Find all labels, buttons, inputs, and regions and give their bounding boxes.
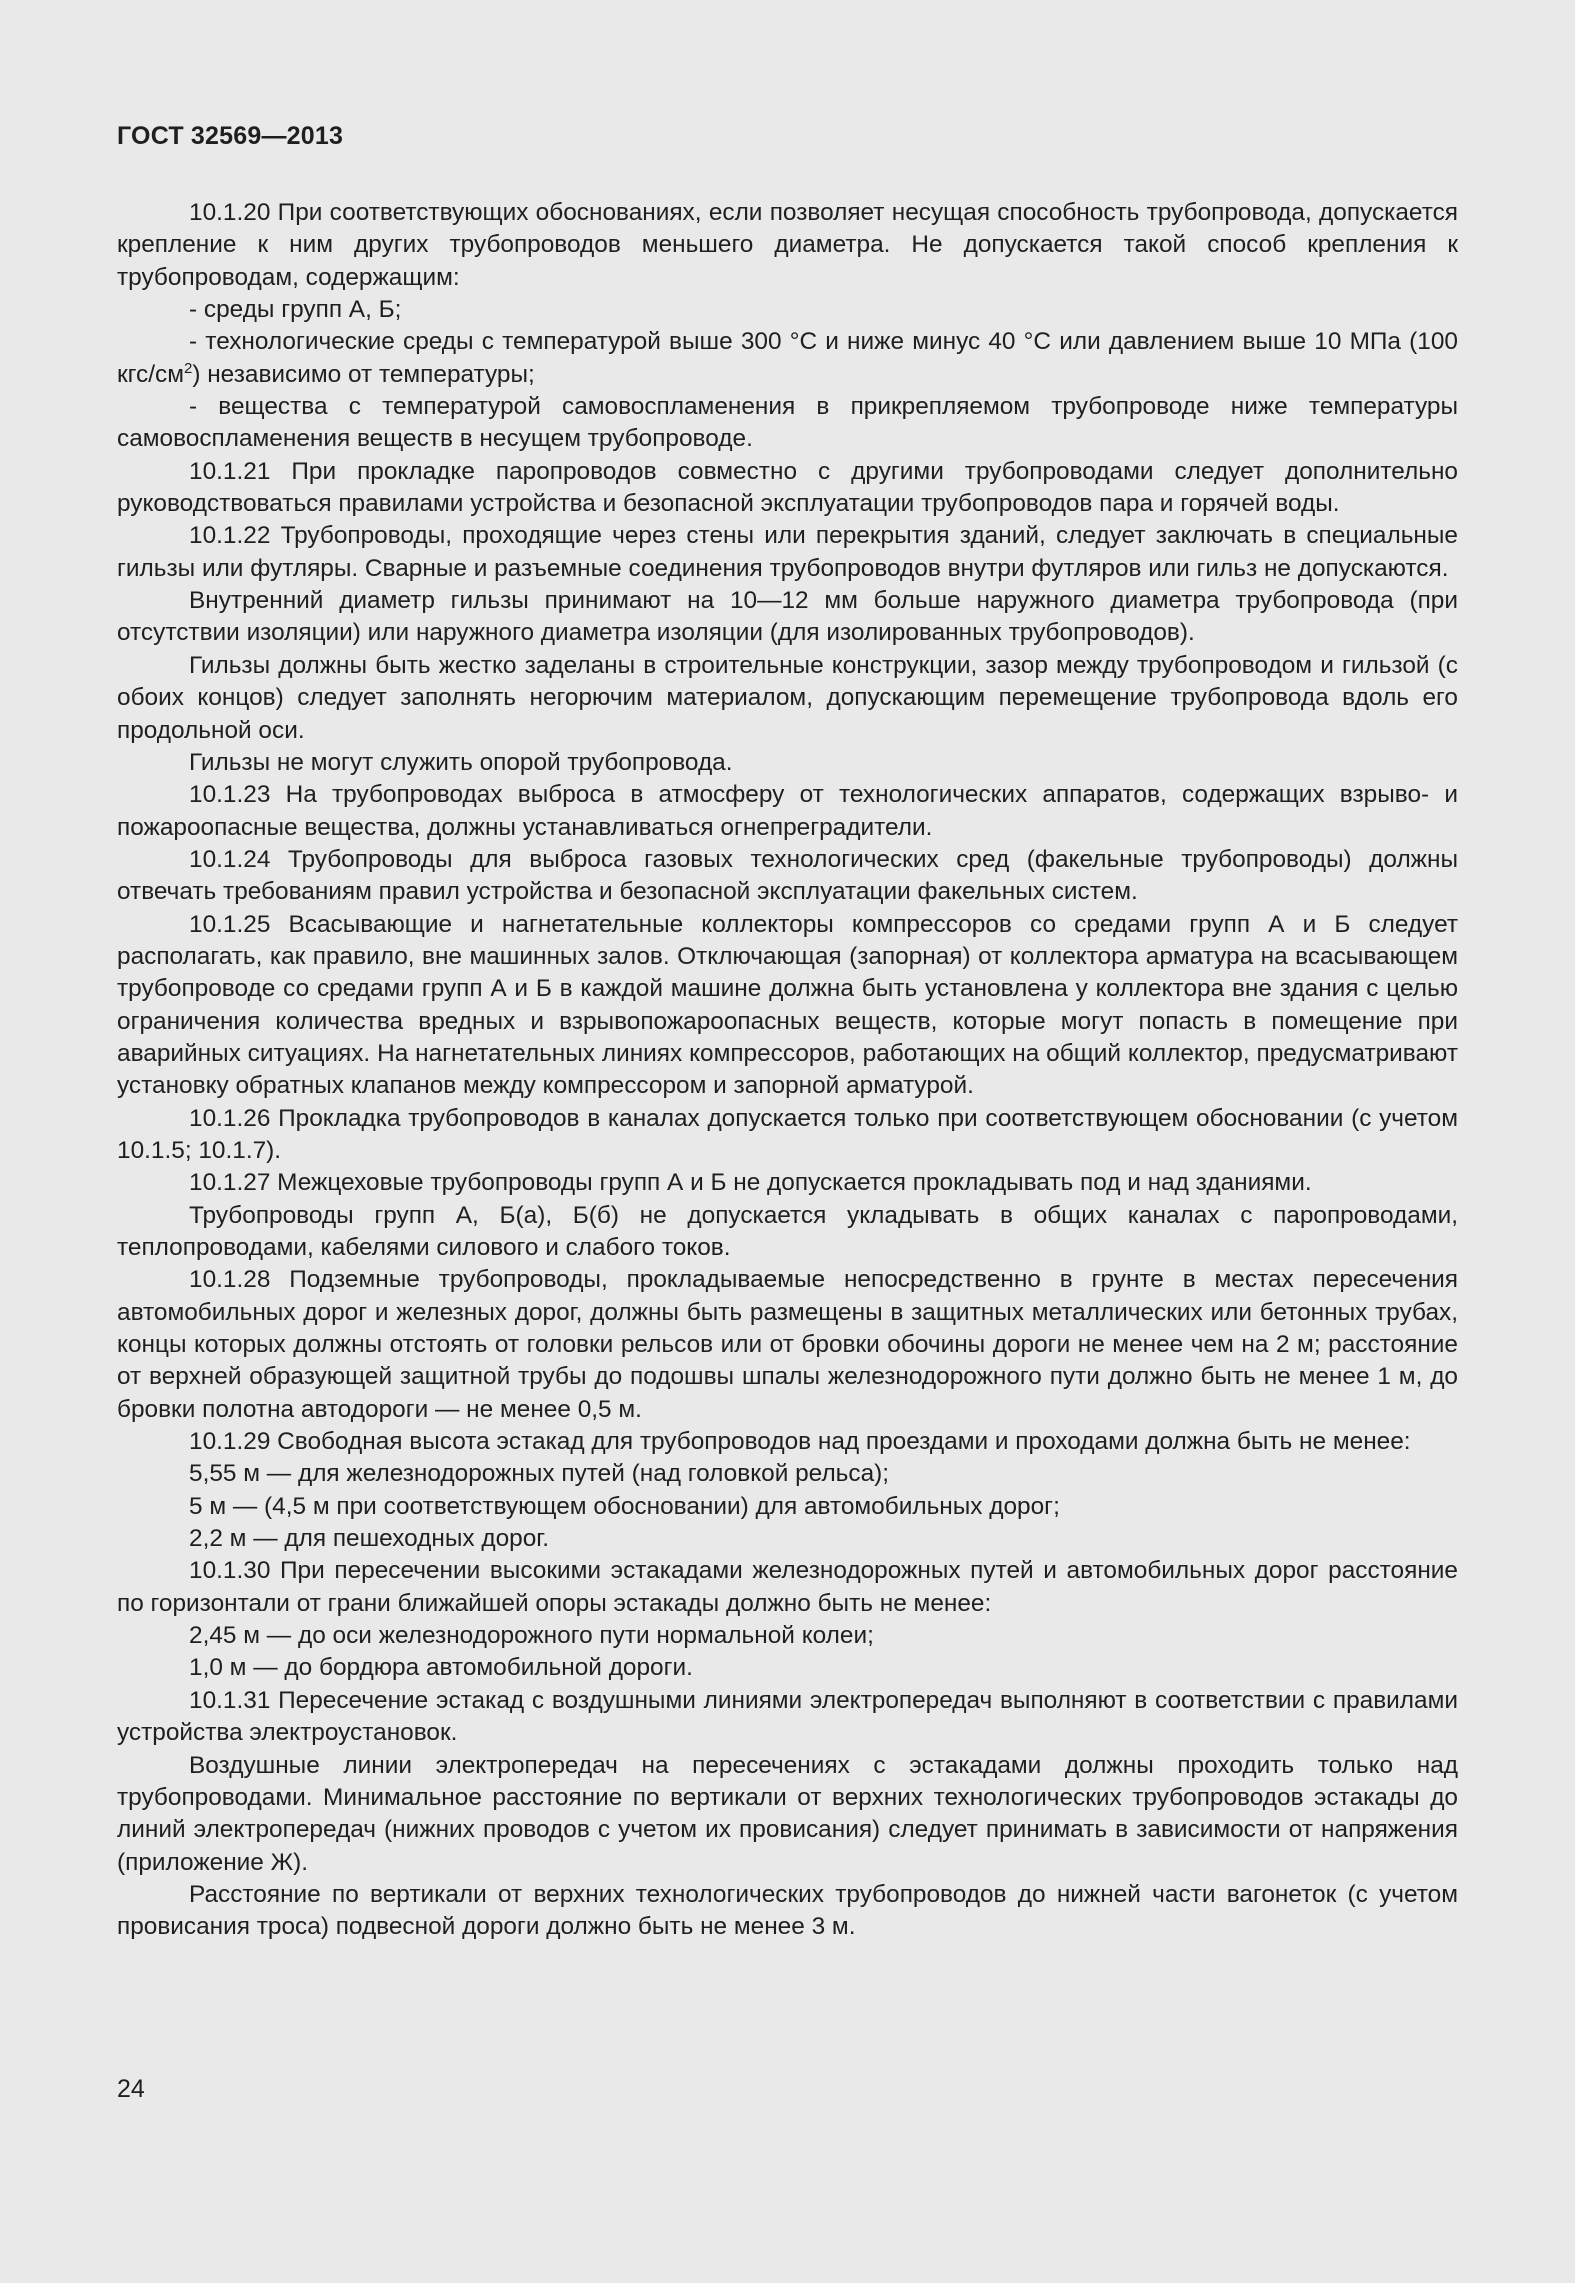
paragraph-sleeve-support: Гильзы не могут служить опорой трубопровода. (189, 748, 733, 776)
list-item-railway-axis: 2,45 м — до оси железнодорожного пути нормальной колеи; (189, 1622, 874, 1650)
document-header: ГОСТ 32569—2013 (117, 122, 344, 150)
paragraph-10-1-22: 10.1.22 Трубопроводы, проходящие через стены или перекрытия зданий, следует заключать в специальные гильзы или футляры. Сварные и разъемные соединения трубопроводов внутри футляров или гильз не допускаются. (117, 522, 1458, 582)
paragraph-10-1-26: 10.1.26 Прокладка трубопроводов в каналах допускается только при соответствующем обосновании (с учетом 10.1.5; 10.1.7). (117, 1104, 1458, 1164)
list-item-road-curb: 1,0 м — до бордюра автомобильной дороги. (189, 1654, 693, 1682)
paragraph-10-1-27: 10.1.27 Межцеховые трубопроводы групп А и Б не допускается прокладывать под и над зданиями. (189, 1169, 1312, 1197)
paragraph-power-lines: Воздушные линии электропередач на пересечениях с эстакадами должны проходить только над трубопроводами. Минимальное расстояние по вертикали от верхних технологических трубопроводов эстакады до линий электропередач (нижних проводов с учетом их провисания) следует принимать в зависимости от напряжения (приложение Ж). (117, 1751, 1458, 1876)
text-fragment: - технологические среды с температурой выше 300 °С и ниже минус 40 °С или давлением выше 10 МПа (100 кгс/см (117, 328, 1458, 388)
paragraph-10-1-29: 10.1.29 Свободная высота эстакад для трубопроводов над проездами и проходами должна быть не менее: (189, 1428, 1411, 1456)
paragraph-10-1-20: 10.1.20 При соответствующих обоснованиях, если позволяет несущая способность трубопровода, допускается крепление к ним других трубопроводов меньшего диаметра. Не допускается такой способ крепления к трубопроводам, содержащим: (117, 199, 1458, 291)
paragraph-10-1-28: 10.1.28 Подземные трубопроводы, прокладываемые непосредственно в грунте в местах пересечения автомобильных дорог и железных дорог, должны быть размещены в защитных металлических или бетонных трубах, концы которых должны отстоять от головки рельсов или от бровки обочины дороги не менее чем на 2 м; расстояние от верхней образующей защитной трубы до подошвы шпалы железнодорожного пути должно быть не менее 1 м, до бровки полотна автодороги — не менее 0,5 м. (117, 1266, 1458, 1423)
list-item-pedestrian-height: 2,2 м — для пешеходных дорог. (189, 1525, 549, 1553)
list-item-railway-height: 5,55 м — для железнодорожных путей (над головкой рельса); (189, 1460, 890, 1488)
paragraph-10-1-23: 10.1.23 На трубопроводах выброса в атмосферу от технологических аппаратов, содержащих взрыво- и пожароопасные вещества, должны устанавливаться огнепреградители. (117, 781, 1458, 841)
page-number: 24 (117, 2075, 145, 2103)
list-item-media-groups: - среды групп А, Б; (189, 296, 402, 324)
text-fragment: ) независимо от температуры; (192, 360, 535, 388)
paragraph-10-1-31: 10.1.31 Пересечение эстакад с воздушными линиями электропередач выполняют в соответствии с правилами устройства электроустановок. (117, 1686, 1458, 1747)
paragraph-cable-car: Расстояние по вертикали от верхних технологических трубопроводов до нижней части вагонеток (с учетом провисания троса) подвесной дороги должно быть не менее 3 м. (117, 1880, 1458, 1941)
superscript: 2 (183, 359, 193, 377)
list-item-process-media (117, 326, 1458, 391)
paragraph-channel-laying: Трубопроводы групп А, Б(а), Б(б) не допускается укладывать в общих каналах с паропроводами, теплопроводами, кабелями силового и слабого токов. (117, 1201, 1458, 1261)
list-item-road-height: 5 м — (4,5 м при соответствующем обосновании) для автомобильных дорог; (189, 1492, 1060, 1520)
list-item-autoignition: - вещества с температурой самовоспламенения в прикрепляемом трубопроводе ниже температуры самовоспламенения веществ в несущем трубопроводе. (117, 393, 1458, 453)
paragraph-10-1-21: 10.1.21 При прокладке паропроводов совместно с другими трубопроводами следует дополнительно руководствоваться правилами устройства и безопасной эксплуатации трубопроводов пара и горячей воды. (117, 457, 1458, 518)
paragraph-10-1-30: 10.1.30 При пересечении высокими эстакадами железнодорожных путей и автомобильных дорог расстояние по горизонтали от грани ближайшей опоры эстакады должно быть не менее: (117, 1557, 1458, 1617)
paragraph-10-1-25: 10.1.25 Всасывающие и нагнетательные коллекторы компрессоров со средами групп А и Б следует располагать, как правило, вне машинных залов. Отключающая (запорная) от коллектора арматура на всасывающем трубопроводе со средами групп А и Б в каждой машине должна быть установлена у коллектора вне здания с целью ограничения количества вредных и взрывопожароопасных веществ, которые могут попасть в помещение при аварийных ситуациях. На нагнетательных линиях компрессоров, работающих на общий коллектор, предусматривают установку обратных клапанов между компрессором и запорной арматурой. (117, 910, 1458, 1100)
paragraph-sleeve-diameter: Внутренний диаметр гильзы принимают на 10—12 мм больше наружного диаметра трубопровода (при отсутствии изоляции) или наружного диаметра изоляции (для изолированных трубопроводов). (117, 587, 1458, 647)
paragraph-10-1-24: 10.1.24 Трубопроводы для выброса газовых технологических сред (факельные трубопроводы) должны отвечать требованиям правил устройства и безопасной эксплуатации факельных систем. (117, 845, 1458, 906)
document-body (117, 197, 1458, 1944)
paragraph-sleeve-fixing: Гильзы должны быть жестко заделаны в строительные конструкции, зазор между трубопроводом и гильзой (с обоих концов) следует заполнять негорючим материалом, допускающим перемещение трубопровода вдоль его продольной оси. (117, 651, 1458, 744)
